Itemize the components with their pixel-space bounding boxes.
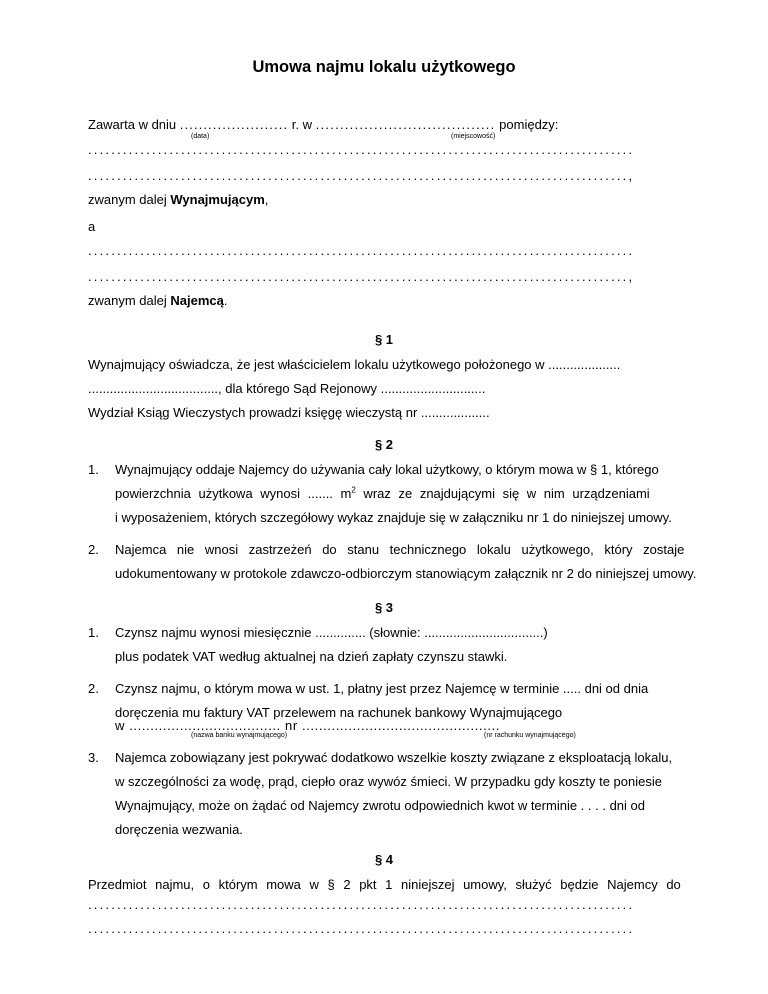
s3-p1-line-2: plus podatek VAT według aktualnej na dzień zapłaty czynszu stawki.: [115, 649, 508, 664]
s3-p2-line-1: Czynsz najmu, o którym mowa w ust. 1, płatny jest przez Najemcę w terminie ..... dni od dnia: [115, 681, 649, 696]
s3-p3-line-1: Najemca zobowiązany jest pokrywać dodatkowo wszelkie koszty związane z eksploatacją lokalu,: [115, 750, 673, 765]
s2-area-text: powierzchnia użytkowa wynosi ....... m: [115, 486, 352, 501]
s2-area-text-2: wraz ze znajdującymi się w nim urządzeniami: [355, 486, 650, 501]
najemca-term: Najemcą: [170, 293, 224, 308]
s4-line-1: Przedmiot najmu, o którym mowa w § 2 pkt 1 niniejszej umowy, służyć będzie Najemcy do: [88, 877, 681, 892]
s3-p2-line-2: doręczenia mu faktury VAT przelewem na rachunek bankowy Wynajmującego: [115, 705, 563, 720]
s2-p2-line-1: Najemca nie wnosi zastrzeżeń do stanu technicznego lokalu użytkowego, który zostaje: [115, 542, 685, 557]
s2-p1-line-1: Wynajmujący oddaje Najemcy do używania cały lokal użytkowy, o którym mowa w § 1, którego: [115, 462, 659, 477]
s1-line-2: ...................................., dla którego Sąd Rejonowy .............................: [88, 381, 486, 396]
s2-p1-number: 1.: [88, 462, 99, 477]
intro-zawarta: Zawarta w dniu: [88, 117, 177, 132]
s4-dots-2: ..............................................................................................: [88, 921, 635, 936]
conjunction-a: a: [88, 219, 96, 234]
zwanym-text-2: zwanym dalej: [88, 293, 171, 308]
s2-p2-line-2: udokumentowany w protokole zdawczo-odbiorczym stanowiącym załącznik nr 2 do niniejszej umowy.: [115, 566, 697, 581]
section-1-heading: § 1: [374, 332, 394, 347]
s4-dots-1: ..............................................................................................: [88, 897, 635, 912]
party1-line-2: .............................................................................................,: [88, 168, 635, 183]
caption-date: (data): [191, 133, 210, 140]
document-title: Umowa najmu lokalu użytkowego: [252, 58, 516, 76]
section-2-heading: § 2: [374, 437, 394, 452]
caption-place: (miejscowość): [451, 133, 496, 140]
party1-line-1: ..............................................................................................: [88, 142, 635, 157]
s3-p3-line-2: w szczególności za wodę, prąd, ciepło oraz wywóz śmieci. W przypadku gdy koszty te poniesie: [115, 774, 662, 789]
intro-pomiedzy: pomiędzy:: [499, 117, 559, 132]
s2-p1-line-2: [115, 486, 670, 502]
s3-p2-number: 2.: [88, 681, 99, 696]
dot-1: .: [223, 293, 228, 308]
s3-p2-line-3: w .................................... nr ...............................................: [115, 718, 500, 733]
date-field: .......................: [179, 117, 289, 132]
caption-bank: (nazwa banku wynajmującego): [191, 732, 288, 739]
square-superscript: 2: [351, 485, 356, 495]
s2-p2-number: 2.: [88, 542, 99, 557]
party2-line-2: .............................................................................................,: [88, 269, 635, 284]
intro-rw: r. w: [291, 117, 313, 132]
s1-line-3: Wydział Ksiąg Wieczystych prowadzi księgę wieczystą nr ...................: [88, 405, 490, 420]
s2-p1-line-3: i wyposażeniem, których szczegółowy wykaz znajduje się w załączniku nr 1 do niniejszej umowy.: [115, 510, 672, 525]
caption-account: (nr rachunku wynajmującego): [484, 732, 576, 739]
s3-p3-line-3: Wynajmujący, może on żądać od Najemcy zwrotu odpowiednich kwot w terminie . . . . dni od: [115, 798, 645, 813]
zwanym-najemca: [88, 293, 227, 309]
s3-p3-number: 3.: [88, 750, 99, 765]
zwanym-text-1: zwanym dalej: [88, 192, 171, 207]
intro-line-1: [88, 117, 558, 133]
s1-line-1: Wynajmujący oświadcza, że jest właścicielem lokalu użytkowego położonego w ....................: [88, 357, 621, 372]
party2-line-1: ..............................................................................................: [88, 243, 635, 258]
s3-p1-line-1: Czynsz najmu wynosi miesięcznie .............. (słownie: .................................): [115, 625, 548, 640]
zwanym-wynajmujacym: [88, 192, 268, 208]
wynajmujacy-term: Wynajmującym: [170, 192, 265, 207]
s3-p3-line-4: doręczenia wezwania.: [115, 822, 243, 837]
comma-1: ,: [264, 192, 269, 207]
section-3-heading: § 3: [374, 600, 394, 615]
place-field: .....................................: [315, 117, 496, 132]
section-4-heading: § 4: [374, 852, 394, 867]
s3-p1-number: 1.: [88, 625, 99, 640]
